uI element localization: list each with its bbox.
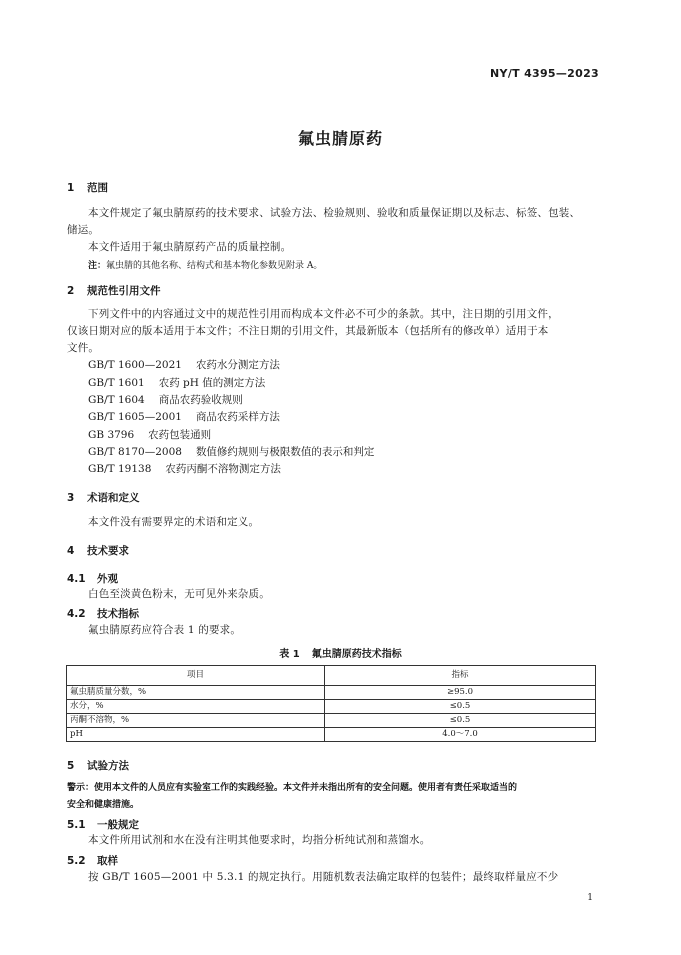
section-number: 5 xyxy=(67,760,75,772)
table-row xyxy=(67,700,596,714)
reference-code: GB/T 1601 xyxy=(88,377,145,389)
section-3-para: 本文件没有需要界定的术语和定义。 xyxy=(88,516,260,528)
section-title: 取样 xyxy=(97,855,118,867)
reference-item xyxy=(88,427,211,444)
reference-name: 农药包装通则 xyxy=(148,429,212,441)
cell-item: pH xyxy=(67,728,325,742)
reference-code: GB/T 8170—2008 xyxy=(88,446,182,458)
section-4-1-para: 白色至淡黄色粉末，无可见外来杂质。 xyxy=(88,588,270,600)
reference-code: GB/T 19138 xyxy=(88,463,152,475)
section-2-para-line-3: 文件。 xyxy=(67,342,100,354)
table-header-row xyxy=(67,666,596,686)
table-number: 表 1 xyxy=(279,649,300,660)
cell-value: 4.0～7.0 xyxy=(325,728,596,742)
section-number: 5.2 xyxy=(67,855,86,867)
table-title: 氟虫腈原药技术指标 xyxy=(311,649,402,660)
section-2-heading xyxy=(67,283,161,298)
section-5-1-heading xyxy=(67,817,139,832)
column-header-item: 项目 xyxy=(67,666,325,686)
section-5-2-heading xyxy=(67,853,118,868)
section-number: 3 xyxy=(67,492,75,504)
spec-table xyxy=(66,665,596,742)
section-title: 一般规定 xyxy=(97,819,139,831)
section-1-para-1-line-2: 储运。 xyxy=(67,224,100,236)
cell-value: ≥95.0 xyxy=(325,686,596,700)
section-4-1-heading xyxy=(67,571,118,586)
note-label: 注： xyxy=(88,261,107,271)
section-1-note xyxy=(88,258,322,271)
section-title: 技术要求 xyxy=(87,545,129,557)
section-5-2-para: 按 GB/T 1605—2001 中 5.3.1 的规定执行。用随机数表法确定取样的包装件；最终取样量应不少 xyxy=(88,871,559,883)
note-text: 氟虫腈的其他名称、结构式和基本物化参数见附录 A。 xyxy=(106,261,323,271)
reference-name: 农药 pH 值的测定方法 xyxy=(158,377,266,389)
page-title: 氟虫腈原药 xyxy=(297,129,383,148)
reference-code: GB 3796 xyxy=(88,429,135,441)
reference-name: 农药水分测定方法 xyxy=(195,359,280,371)
reference-item xyxy=(88,444,374,461)
section-number: 1 xyxy=(67,182,75,194)
reference-item xyxy=(88,392,243,409)
section-number: 4.2 xyxy=(67,608,86,620)
warning-line-2: 安全和健康措施。 xyxy=(67,800,140,810)
cell-value: ≤0.5 xyxy=(325,714,596,728)
section-title: 技术指标 xyxy=(97,608,139,620)
document-number: NY/T 4395—2023 xyxy=(490,67,599,80)
reference-item xyxy=(88,375,265,392)
section-title: 术语和定义 xyxy=(87,492,140,504)
cell-value: ≤0.5 xyxy=(325,700,596,714)
section-4-2-heading xyxy=(67,606,139,621)
section-number: 5.1 xyxy=(67,819,86,831)
reference-code: GB/T 1604 xyxy=(88,394,145,406)
table-row xyxy=(67,728,596,742)
section-4-2-para: 氟虫腈原药应符合表 1 的要求。 xyxy=(88,624,242,636)
reference-code: GB/T 1600—2021 xyxy=(88,359,182,371)
section-2-para-line-1: 下列文件中的内容通过文中的规范性引用而构成本文件必不可少的条款。其中，注日期的引用文件， xyxy=(88,308,559,320)
reference-code: GB/T 1605—2001 xyxy=(88,411,182,423)
section-title: 外观 xyxy=(97,573,118,585)
reference-name: 农药丙酮不溶物测定方法 xyxy=(165,463,281,475)
section-3-heading xyxy=(67,490,140,505)
section-title: 规范性引用文件 xyxy=(87,285,161,297)
section-2-para-line-2: 仅该日期对应的版本适用于本文件；不注日期的引用文件，其最新版本（包括所有的修改单）适用于本 xyxy=(67,325,549,337)
cell-item: 水分，% xyxy=(67,700,325,714)
cell-item: 丙酮不溶物，% xyxy=(67,714,325,728)
section-5-1-para: 本文件所用试剂和水在没有注明其他要求时，均指分析纯试剂和蒸馏水。 xyxy=(88,834,431,846)
section-number: 4.1 xyxy=(67,573,86,585)
reference-name: 商品农药采样方法 xyxy=(195,411,280,423)
section-5-heading xyxy=(67,758,129,773)
table-row xyxy=(67,686,596,700)
reference-name: 数值修约规则与极限数值的表示和判定 xyxy=(195,446,375,458)
section-1-para-1-line-1: 本文件规定了氟虫腈原药的技术要求、试验方法、检验规则、验收和质量保证期以及标志、标签、包装、 xyxy=(88,207,581,219)
page-number: 1 xyxy=(587,893,593,903)
reference-item xyxy=(88,409,280,426)
section-1-para-2: 本文件适用于氟虫腈原药产品的质量控制。 xyxy=(88,241,292,253)
section-title: 试验方法 xyxy=(87,760,129,772)
reference-name: 商品农药验收规则 xyxy=(158,394,243,406)
section-1-heading xyxy=(67,180,108,195)
section-number: 2 xyxy=(67,285,75,297)
reference-item xyxy=(88,461,281,478)
warning-line-1: 警示：使用本文件的人员应有实验室工作的实践经验。本文件并未指出所有的安全问题。使用者有责任采取适当的 xyxy=(67,783,518,793)
section-title: 范围 xyxy=(87,182,108,194)
reference-item xyxy=(88,357,280,374)
cell-item: 氟虫腈质量分数，% xyxy=(67,686,325,700)
table-row xyxy=(67,714,596,728)
section-4-heading xyxy=(67,543,129,558)
column-header-value: 指标 xyxy=(325,666,596,686)
table-caption xyxy=(0,645,681,660)
section-number: 4 xyxy=(67,545,75,557)
